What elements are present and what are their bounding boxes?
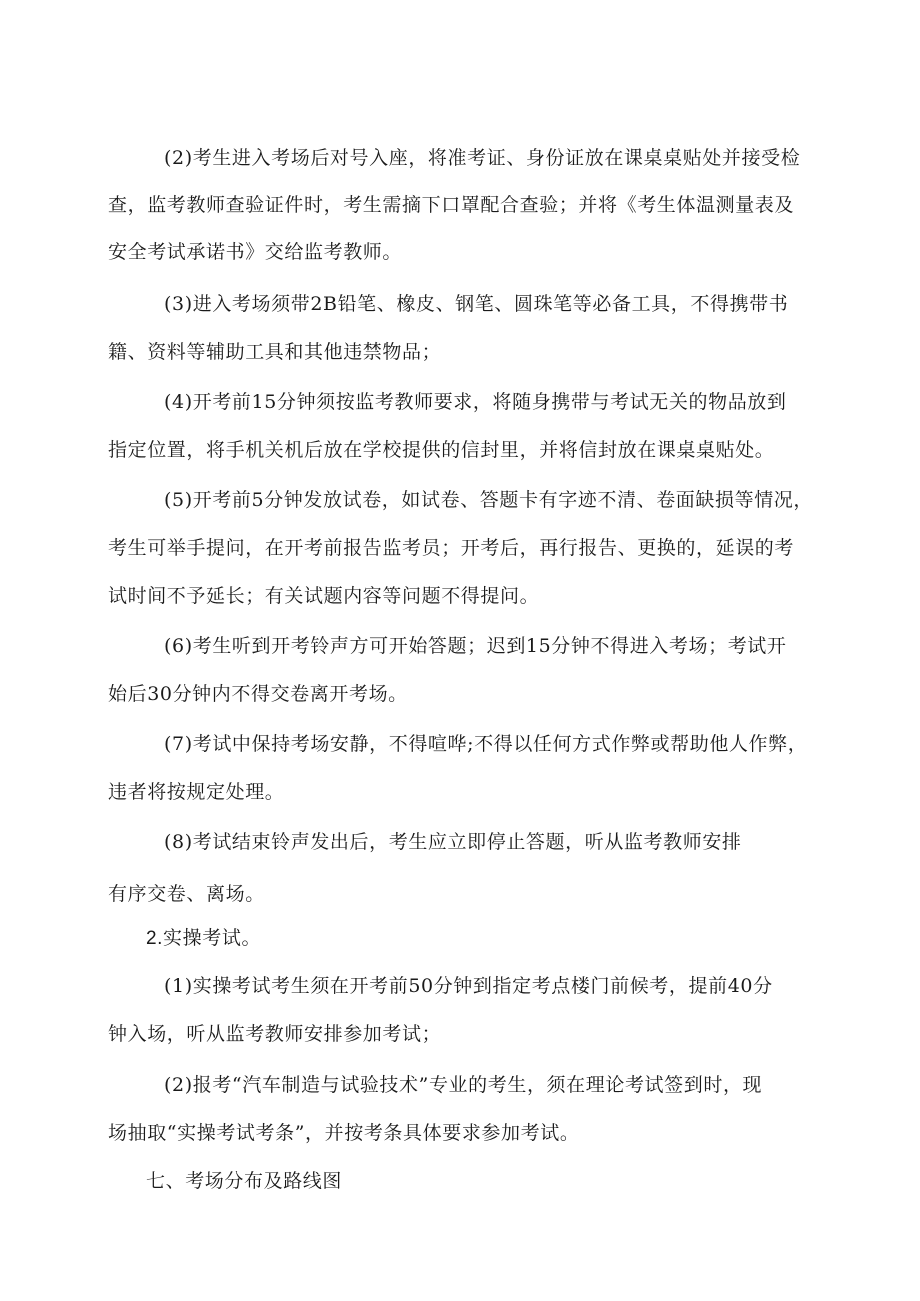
- practical-item-2-line-2: 场抽取“实操考试考条”，并按考条具体要求参加考试。: [108, 1122, 580, 1144]
- paragraph-3-line-1: (3)进入考场须带2B铅笔、橡皮、钢笔、圆珠笔等必备工具，不得携带书: [164, 293, 789, 315]
- paragraph-7-line-2: 违者将按规定处理。: [108, 781, 285, 803]
- paragraph-4-line-2: 指定位置，将手机关机后放在学校提供的信封里，并将信封放在课桌桌贴处。: [108, 439, 775, 461]
- paragraph-2-line-1: (2)考生进入考场后对号入座，将准考证、身份证放在课桌桌贴处并接受检: [164, 147, 801, 169]
- paragraph-5-line-3: 试时间不予延长；有关试题内容等问题不得提问。: [108, 585, 540, 607]
- practical-item-1-line-1: (1)实操考试考生须在开考前50分钟到指定考点楼门前候考，提前40分: [164, 975, 773, 997]
- paragraph-7-line-1: (7)考试中保持考场安静，不得喧哗;不得以任何方式作弊或帮助他人作弊，: [164, 733, 808, 755]
- section-heading-practical-exam: 2.实操考试。: [146, 928, 262, 949]
- section-heading-exam-locations: 七、考场分布及路线图: [146, 1170, 343, 1192]
- paragraph-4-line-1: (4)开考前15分钟须按监考教师要求，将随身携带与考试无关的物品放到: [164, 391, 787, 413]
- paragraph-2-line-3: 安全考试承诺书》交给监考教师。: [108, 241, 403, 263]
- paragraph-6-line-2: 始后30分钟内不得交卷离开考场。: [108, 683, 408, 705]
- practical-item-1-line-2: 钟入场，听从监考教师安排参加考试；: [108, 1023, 442, 1045]
- paragraph-6-line-1: (6)考生听到开考铃声方可开始答题；迟到15分钟不得进入考场；考试开: [164, 635, 787, 657]
- paragraph-8-line-2: 有序交卷、离场。: [108, 883, 265, 905]
- paragraph-5-line-1: (5)开考前5分钟发放试卷，如试卷、答题卡有字迹不清、卷面缺损等情况，: [164, 489, 814, 511]
- paragraph-8-line-1: (8)考试结束铃声发出后，考生应立即停止答题，听从监考教师安排: [164, 831, 742, 853]
- practical-item-2-line-1: (2)报考“汽车制造与试验技术”专业的考生，须在理论考试签到时，现: [164, 1074, 763, 1096]
- paragraph-2-line-2: 查，监考教师查验证件时，考生需摘下口罩配合查验；并将《考生体温测量表及: [108, 194, 795, 216]
- paragraph-3-line-2: 籍、资料等辅助工具和其他违禁物品；: [108, 341, 442, 363]
- paragraph-5-line-2: 考生可举手提问，在开考前报告监考员；开考后，再行报告、更换的，延误的考: [108, 537, 795, 559]
